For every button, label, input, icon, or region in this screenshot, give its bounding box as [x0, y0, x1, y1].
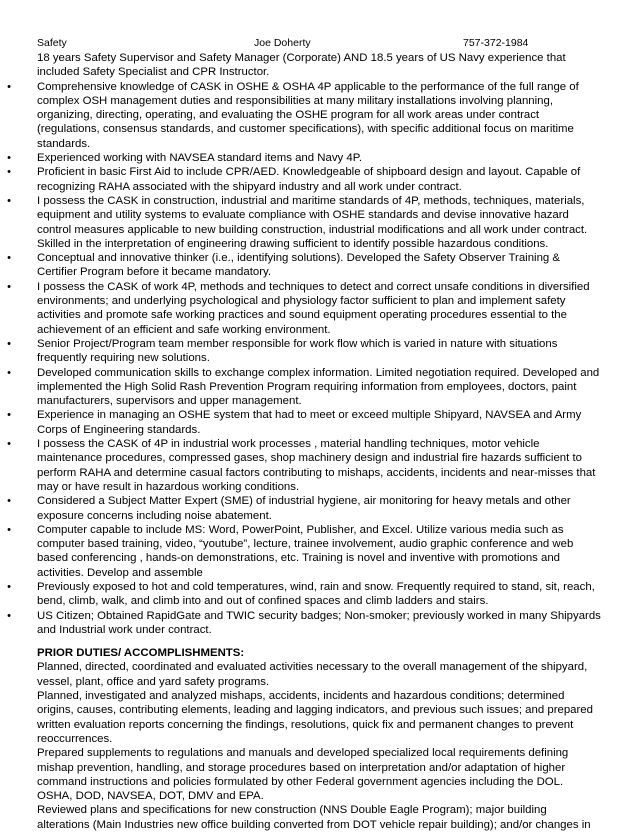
list-item-text: Conceptual and innovative thinker (i.e., identifying solutions). Developed the Safety Observer Training & Certifier Program before it became mandatory.: [37, 252, 560, 279]
header-phone: 757-372-1984: [463, 37, 529, 49]
bullet-icon: •: [7, 495, 11, 508]
bullet-icon: •: [7, 409, 11, 422]
section-heading: PRIOR DUTIES/ ACCOMPLISHMENTS:: [37, 647, 245, 660]
bullet-icon: •: [7, 580, 11, 593]
list-item-text: Computer capable to include MS: Word, PowerPoint, Publisher, and Excel. Utilize various media such as computer based training, video, “youtube”, lecture, trainee involvement, audio graphic conference and web based conferencing , hands-on demonstrations, etc. Training is novel and inventive with promotions and activities. Develop and assemble: [37, 523, 574, 579]
bullet-icon: •: [7, 80, 11, 93]
list-item: [7, 523, 601, 580]
prior-paragraph: Planned, directed, coordinated and evaluated activities necessary to the overall management of the shipyard, vessel, plant, office and yard safety programs.: [37, 661, 588, 688]
bullet-icon: •: [7, 166, 11, 179]
document-body: [7, 51, 601, 832]
bullet-icon: •: [7, 366, 11, 379]
prior-paragraph: Planned, investigated and analyzed mishaps, accidents, incidents and hazardous conditions; determined origins, causes, contributing elements, leading and lagging indicators, and previous such issues; and prepared written evaluation reports concerning the findings, resolutions, quick fix and permanent changes to prevent reoccurrences.: [37, 690, 593, 745]
prior-paragraph: Reviewed plans and specifications for new construction (NNS Double Eagle Program); major building alterations (Main Industries new office building converted from DOT vehicle repair building); and/or changes in: [37, 804, 591, 831]
list-item-text: Developed communication skills to exchange complex information. Limited negotiation required. Developed and implemented the High Solid Rash Prevention Program requiring information from employees, doctors, paint manufacturers, supervisors and upper management.: [37, 366, 600, 408]
prior-paragraph: Prepared supplements to regulations and manuals and developed specialized local requirements defining mishap prevention, handling, and storage procedures based on interpretation and/or adaptation of higher command instructions and policies formulated by other Federal government agencies including the DOL. OSHA, DOD, NAVSEA, DOT, DMV and EPA.: [37, 747, 569, 803]
list-item: [7, 194, 601, 251]
bullet-icon: •: [7, 152, 11, 165]
intro-paragraph: 18 years Safety Supervisor and Safety Manager (Corporate) AND 18.5 years of US Navy experience that included Safety Specialist and CPR Instructor.: [37, 52, 566, 79]
list-item: [7, 408, 601, 437]
list-item-text: I possess the CASK of 4P in industrial work processes , material handling techniques, motor vehicle maintenance procedures, compressed gases, shop machinery design and industrial fire hazards sufficient to perform RAHA and determine casual factors contributing to mishaps, accidents, incidents and near-misses that may or have result in hazardous working conditions.: [37, 438, 596, 493]
qualifications-list: [7, 80, 601, 638]
bullet-icon: •: [7, 438, 11, 451]
page-header: [37, 37, 617, 51]
list-item: [7, 165, 601, 194]
list-item-text: Previously exposed to hot and cold temperatures, wind, rain and snow. Frequently required to stand, sit, reach, bend, climb, walk, and climb into and out of confined spaces and climb ladders and stairs.: [37, 580, 595, 608]
list-item: [7, 366, 601, 409]
list-item-text: Experienced working with NAVSEA standard items and Navy 4P.: [37, 152, 363, 165]
bullet-icon: •: [7, 280, 11, 293]
list-item: [7, 580, 601, 609]
list-item: [7, 151, 601, 165]
list-item-text: Proficient in basic First Aid to include CPR/AED. Knowledgeable of shipboard design and layout. Capable of recognizing RAHA associated with the shipyard industry and all work under contract.: [37, 166, 581, 193]
list-item: [7, 251, 601, 280]
list-item: [7, 437, 601, 494]
list-item-text: Experience in managing an OSHE system that had to meet or exceed multiple Shipyard, NAVSEA and Army Corps of Engineering standards.: [37, 409, 582, 436]
list-item-text: Considered a Subject Matter Expert (SME) of industrial hygiene, air monitoring for heavy metals and other exposure concerns including noise abatement.: [37, 495, 571, 522]
list-item: [7, 280, 601, 337]
bullet-icon: •: [7, 337, 11, 350]
header-title: Safety: [37, 37, 67, 49]
list-item-text: Senior Project/Program team member responsible for work flow which is varied in nature with situations frequently requiring new solutions.: [37, 337, 558, 365]
bullet-icon: •: [7, 252, 11, 265]
list-item: [7, 80, 601, 151]
list-item-text: US Citizen; Obtained RapidGate and TWIC security badges; Non-smoker; previously worked in many Shipyards and Industrial work under contract.: [37, 609, 601, 636]
list-item: [7, 337, 601, 366]
list-item-text: I possess the CASK of work 4P, methods and techniques to detect and correct unsafe conditions in diversified environments; and underlying psychological and physiology factor sufficient to plan and implement safety activities and promote safe working practices and sound equipment operating procedures essential to the achievement of an efficient and safe working environment.: [37, 280, 590, 336]
bullet-icon: •: [7, 609, 11, 622]
list-item: [7, 494, 601, 523]
list-item-text: I possess the CASK in construction, industrial and maritime standards of 4P, methods, techniques, materials, equipment and utility systems to evaluate compliance with OSHE standards and devise innovative hazard control measures applicable to new building construction, industrial modifications and all work under contract. Skilled in the interpretation of engineering drawing sufficient to identify possible hazardous conditions.: [37, 194, 588, 250]
list-item: [7, 609, 601, 638]
bullet-icon: •: [7, 194, 11, 207]
list-item-text: Comprehensive knowledge of CASK in OSHE & OSHA 4P applicable to the performance of the full range of complex OSH management duties and responsibilities at many military installations involving planning, organizing, directing, operating, and evaluating the OSHE program for all work areas under contract (regulations, consensus standards, and customer specifications), with specific additional focus on maritime standards.: [37, 80, 579, 150]
bullet-icon: •: [7, 523, 11, 536]
header-name: Joe Doherty: [254, 37, 311, 49]
